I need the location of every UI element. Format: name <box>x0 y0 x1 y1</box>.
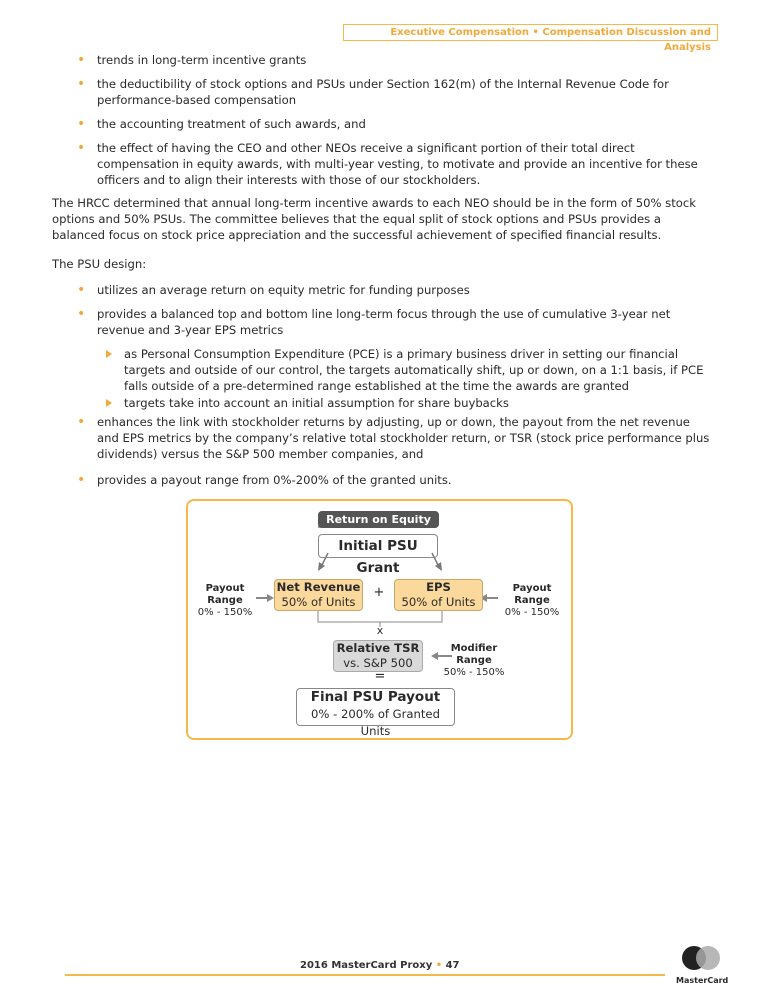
net-revenue-share: 50% of Units <box>281 595 356 609</box>
list-item <box>77 306 712 338</box>
net-revenue-box <box>274 579 363 611</box>
tsr-sub: vs. S&P 500 <box>343 656 413 670</box>
bullet-icon: • <box>77 282 86 298</box>
triangle-bullet-icon <box>106 350 112 358</box>
net-revenue-title: Net Revenue <box>276 580 361 594</box>
payout-range-label: Payout Range <box>205 583 245 606</box>
bullet-text: the accounting treatment of such awards, and <box>97 117 366 131</box>
bullet-icon: • <box>77 306 86 322</box>
modifier-range-label: Modifier Range <box>450 643 498 666</box>
bullet-text: provides a balanced top and bottom line long-term focus through the use of cumulative 3-year net revenue and 3-year EPS metrics <box>97 307 671 337</box>
triangle-bullet-icon <box>106 399 112 407</box>
footer-text: 2016 MasterCard Proxy • 47 <box>300 960 460 971</box>
modifier-range <box>432 643 516 679</box>
bullet-icon: • <box>77 116 86 132</box>
modifier-range-value: 50% - 150% <box>443 667 505 678</box>
bullet-text: targets take into account an initial assumption for share buybacks <box>124 396 509 410</box>
payout-range-value: 0% - 150% <box>504 607 560 618</box>
list-item <box>77 52 712 68</box>
final-psu-payout-box <box>296 688 455 738</box>
bullet-text: the effect of having the CEO and other NEOs receive a significant portion of their total direct compensation in equity awards, with multi-year vesting, to motivate and provide an incentive for these officers and to align their interests with those of our stockholders. <box>97 141 698 187</box>
section-header: Executive Compensation • Compensation Discussion and Analysis <box>343 24 718 41</box>
psu-intro: The PSU design: <box>52 257 147 271</box>
list-item <box>77 76 712 108</box>
logo-text: MasterCard <box>676 976 729 985</box>
plus-sign: + <box>373 585 385 600</box>
times-sign: x <box>376 624 384 637</box>
payout-range-left <box>190 583 260 619</box>
final-title: Final PSU Payout <box>310 689 441 705</box>
list-item <box>77 414 712 462</box>
list-item <box>77 116 712 132</box>
eps-share: 50% of Units <box>401 595 476 609</box>
page-number: 47 <box>445 960 460 971</box>
bullet-text: utilizes an average return on equity metric for funding purposes <box>97 283 470 297</box>
footer-rule <box>65 974 665 976</box>
relative-tsr-box <box>333 640 423 672</box>
sub-list-item <box>124 395 714 411</box>
final-sub: 0% - 200% of Granted Units <box>311 707 440 738</box>
list-item <box>77 140 712 188</box>
bullet-icon: • <box>77 472 86 488</box>
paragraph: The HRCC determined that annual long-term incentive awards to each NEO should be in the form of 50% stock options and 50% PSUs. The committee believes that the equal split of stock options and PSUs provides a balanced focus on stock price appreciation and the successful achievement of specified financial results. <box>52 196 696 242</box>
mastercard-logo-icon <box>676 944 726 972</box>
bullet-icon: • <box>77 140 86 156</box>
bullet-text: trends in long-term incentive grants <box>97 53 307 67</box>
list-item <box>77 282 712 298</box>
bullet-text: the deductibility of stock options and PSUs under Section 162(m) of the Internal Revenue Code for performance-based compensation <box>97 77 669 107</box>
initial-psu-grant-box: Initial PSU Grant <box>318 534 438 558</box>
payout-range-right <box>497 583 567 619</box>
eps-title: EPS <box>426 580 451 594</box>
sub-list-item <box>124 346 714 394</box>
equals-sign: = <box>374 669 386 684</box>
mastercard-logo <box>676 944 729 986</box>
footer-title: 2016 MasterCard Proxy <box>300 960 433 971</box>
payout-range-value: 0% - 150% <box>197 607 253 618</box>
bullet-text: provides a payout range from 0%-200% of the granted units. <box>97 473 452 487</box>
eps-box <box>394 579 483 611</box>
psu-diagram <box>186 499 573 740</box>
bullet-icon: • <box>77 52 86 68</box>
bullet-text: as Personal Consumption Expenditure (PCE) is a primary business driver in setting our financial targets and outside of our control, the targets automatically shift, up or down, on a 1:1 basis, if PCE falls outside of a pre-determined range established at the time the awards are granted <box>124 347 704 393</box>
bullet-icon: • <box>77 414 86 430</box>
tsr-title: Relative TSR <box>336 641 420 655</box>
payout-range-label: Payout Range <box>512 583 552 606</box>
list-item <box>77 472 712 488</box>
bullet-icon: • <box>77 76 86 92</box>
bullet-text: enhances the link with stockholder returns by adjusting, up or down, the payout from the net revenue and EPS metrics by the company’s relative total stockholder return, or TSR (stock price performance plus dividends) versus the S&P 500 member companies, and <box>97 415 710 461</box>
return-on-equity-box: Return on Equity <box>318 511 439 528</box>
